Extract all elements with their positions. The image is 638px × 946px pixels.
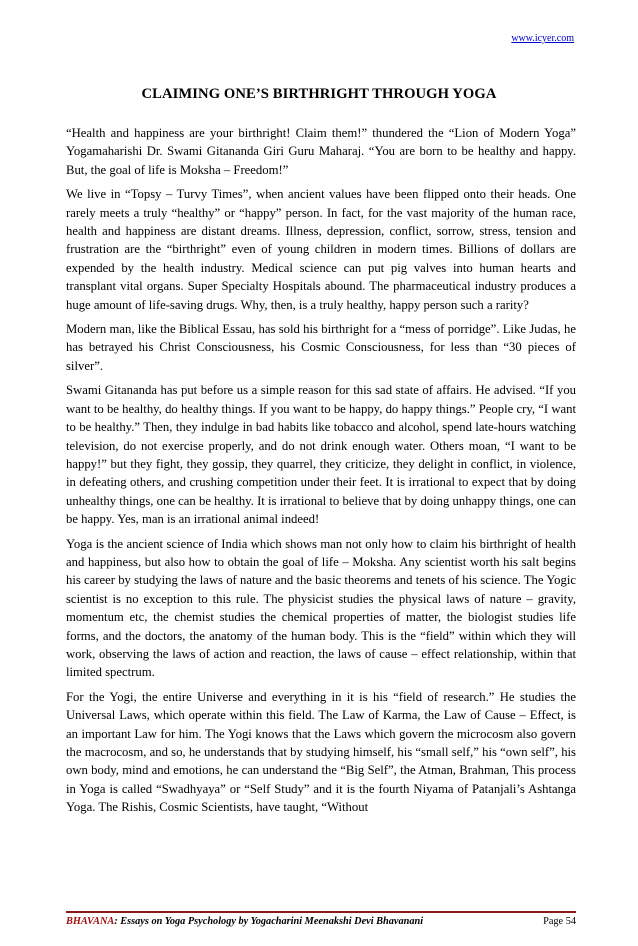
- page-footer: [66, 916, 576, 927]
- paragraph-4: Swami Gitananda has put before us a simple reason for this sad state of affairs. He advised. “If you want to be healthy, do healthy things. If you want to be happy, do happy things.” People cry, “I want to be healthy.” Then, they indulge in bad habits like tobacco and alcohol, spend late-hours watching television, do not exercise properly, and do not drink enough water. Others moan, “I want to be happy!” but they fight, they gossip, they quarrel, they criticize, they delight in conflict, in violence, in defeating others, and crushing competition under their feet. It is irrational to expect that by doing unhealthy things, one can be healthy. It is irrational to believe that by doing unhappy things, one can be happy. Yes, man is an irrational animal indeed!: [66, 383, 576, 527]
- page-title: CLAIMING ONE’S BIRTHRIGHT THROUGH YOGA: [141, 86, 497, 102]
- footer-book-title: [66, 916, 423, 927]
- footer-book-subtitle: : Essays on Yoga Psychology by Yogacharini Meenakshi Devi Bhavanani: [114, 916, 424, 927]
- paragraph-6: For the Yogi, the entire Universe and everything in it is his “field of research.” He studies the Universal Laws, which operate within this field. The Law of Karma, the Law of Cause – Effect, is an important Law for him. The Yogi knows that the Laws which govern the microcosm also govern the macrocosm, and so, he understands that by studying himself, his “small self,” his “own self”, his own body, mind and emotions, he can understand the “Big Self”, the Atman, Brahman, This process in Yoga is called “Swadhyaya” or “Self Study” and it is the fourth Niyama of Patanjali’s Ashtanga Yoga. The Rishis, Cosmic Scientists, have taught, “Without: [66, 689, 576, 815]
- page-number: Page 54: [543, 916, 576, 927]
- body-text: [66, 124, 576, 823]
- paragraph-5: Yoga is the ancient science of India which shows man not only how to claim his birthright of health and happiness, but also how to obtain the goal of life – Moksha. Any scientist worth his salt begins his career by studying the laws of nature and the basic theorems and tenets of his science. The Yogic scientist is no exception to this rule. The physicist studies the physical laws of nature – gravity, momentum etc, the chemist studies the chemical properties of matter, the biologist studies life forms, and the doctors, the anatomy of the human body. This is the “field” within which they will work, observing the laws of action and reaction, the laws of cause – effect relationship, within that limited spectrum.: [66, 536, 576, 680]
- paragraph-3: Modern man, like the Biblical Essau, has sold his birthright for a “mess of porridge”. Like Judas, he has betrayed his Christ Consciousness, his Cosmic Consciousness, for less than “30 pieces of silver”.: [66, 322, 576, 373]
- footer-book-name: BHAVANA: [66, 916, 115, 927]
- paragraph-1: “Health and happiness are your birthright! Claim them!” thundered the “Lion of Modern Yoga” Yogamaharishi Dr. Swami Gitananda Giri Guru Maharaj. “You are born to be healthy and happy. But, the goal of life is Moksha – Freedom!”: [66, 126, 576, 177]
- header-url-link[interactable]: www.icyer.com: [511, 33, 574, 44]
- footer-divider: [66, 911, 576, 913]
- paragraph-2: We live in “Topsy – Turvy Times”, when ancient values have been flipped onto their heads. One rarely meets a truly “healthy” or “happy” person. In fact, for the vast majority of the human race, health and happiness are distant dreams. Illness, depression, conflict, sorrow, stress, tension and frustration are the “birthright” even of young children in modern times. Billions of dollars are expended by the health industry. Medical science can put pig valves into human hearts and transplant vital organs. Super Specialty Hospitals abound. The pharmaceutical industry produces a huge amount of life-saving drugs. Why, then, is a truly healthy, happy person such a rarity?: [66, 187, 576, 312]
